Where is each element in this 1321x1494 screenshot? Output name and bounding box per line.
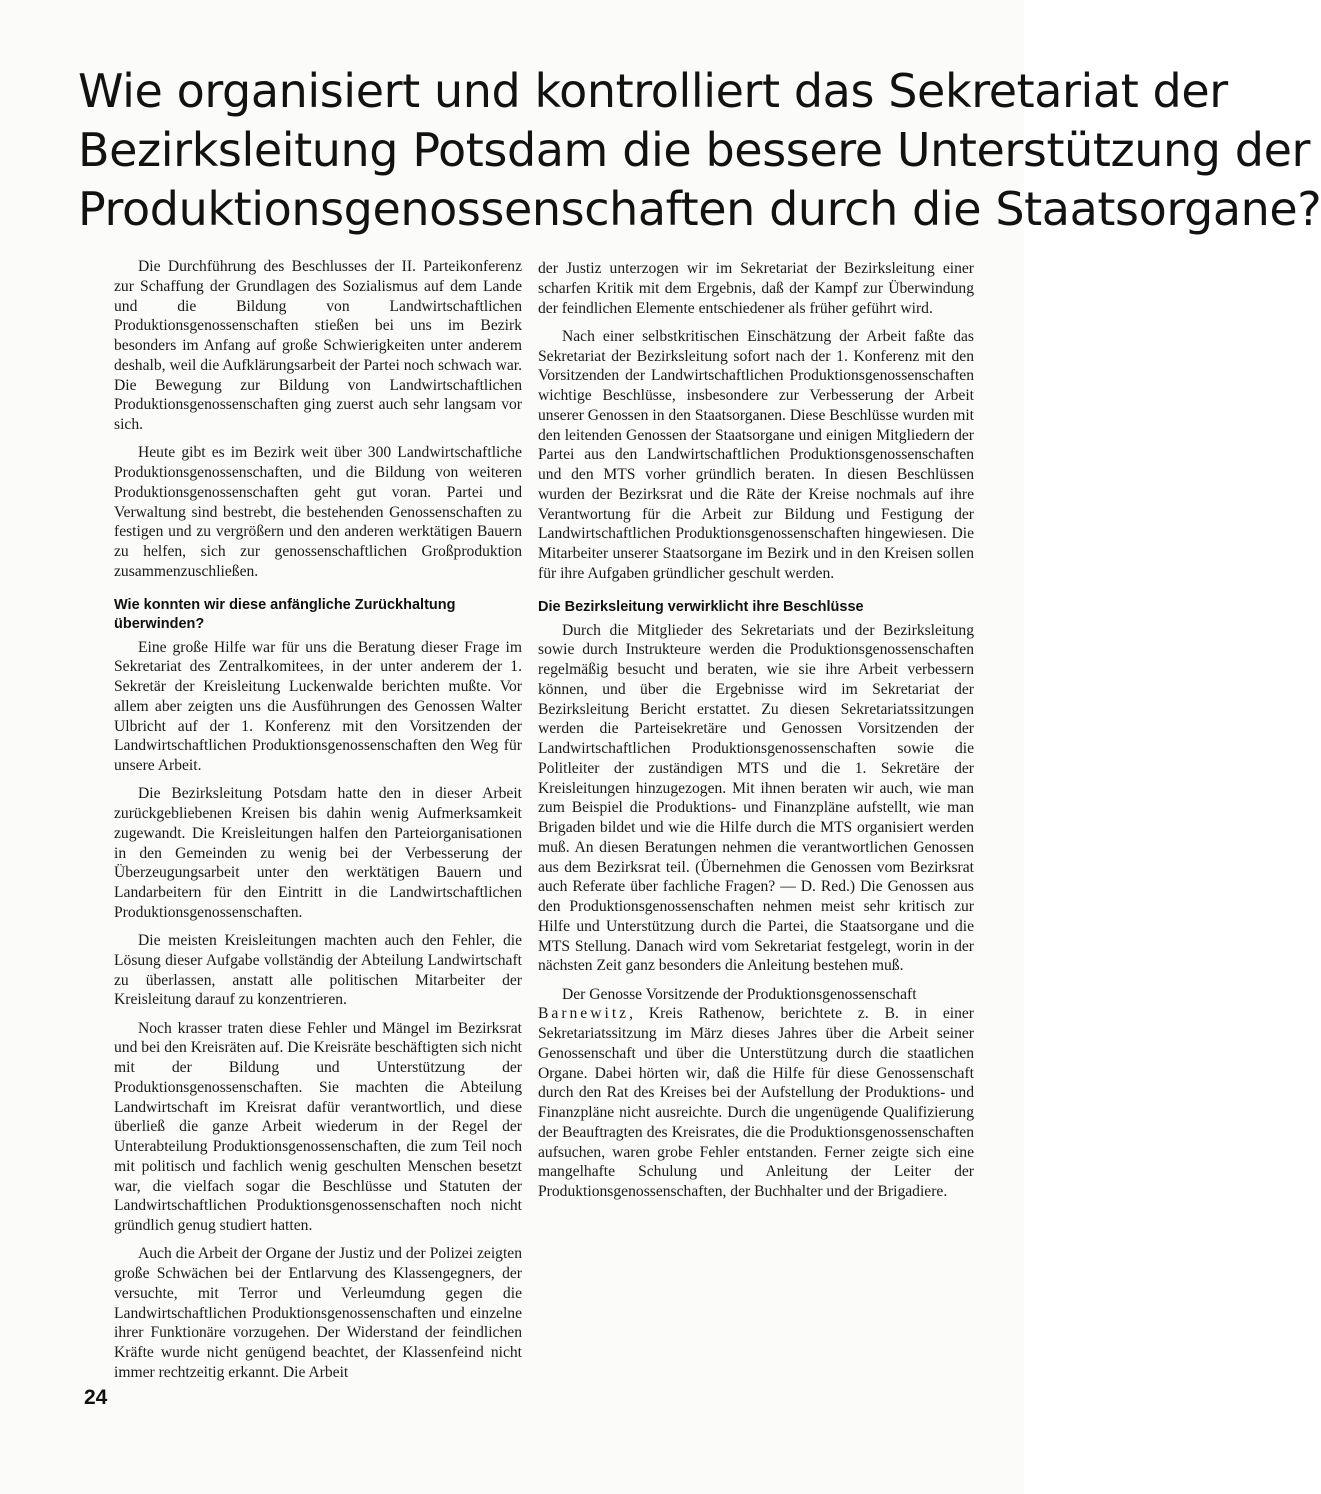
paragraph-rest: , Kreis Rathenow, berichtete z. B. in einer Sekretariatssitzung im März dieses Jahres über die Arbeit seiner Genossenschaft und über die Unterstützung durch die staatlichen Organe. Dabei hörten wir, daß die Hilfe für diese Genossenschaft durch den Rat des Kreises bei der Aufstellung der Produktions- und Finanzpläne nicht ausreichte. Durch die ungenügende Qualifizierung der Beauftragten des Kreisrates, die die Produktionsgenossenschaften aufsuchen, waren grobe Fehler entstanden. Ferner zeigte sich eine mangelhafte Schulung und Anleitung der Leiter der Produktionsgenossenschaften, der Buchhalter und der Brigadiere.: [538, 1005, 974, 1200]
page-number: 24: [84, 1386, 108, 1409]
section-heading: Wie konnten wir diese anfängliche Zurückhaltung überwinden?: [114, 596, 456, 632]
paragraph: Heute gibt es im Bezirk weit über 300 Landwirtschaftliche Produktionsgenossenschaften, und die Bildung von weiteren Produktionsgenossenschaften geht gut voran. Partei und Verwaltung sind bestrebt, die bestehenden Genossenschaften zu festigen und zu vergrößern und den anderen werktätigen Bauern zu helfen, sich zur genossenschaftlichen Großproduktion zusammenzuschließen.: [114, 444, 522, 580]
headline-line-2: Bezirksleitung Potsdam die bessere Unterstützung der: [78, 123, 1311, 177]
paragraph: Noch krasser traten diese Fehler und Mängel im Bezirksrat und bei den Kreisräten auf. Die Kreisräte beschäftigten sich nicht mit der Bildung und Unterstützung der Produktionsgenossenschaften. Sie machten die Abteilung Landwirtschaft im Kreisrat dafür verantwortlich, und diese überließ die ganze Arbeit wiederum in der Regel der Unterabteilung Produktionsgenossenschaften, die zum Teil noch mit politisch und fachlich wenig geschulten Menschen besetzt war, die vielfach sogar die Beschlüsse und Statuten der Landwirtschaftlichen Produktionsgenossenschaften noch nicht gründlich genug studiert hatten.: [114, 1019, 522, 1234]
paragraph: Auch die Arbeit der Organe der Justiz und der Polizei zeigten große Schwächen bei der Entlarvung des Klassengegners, der versuchte, mit Terror und Verleumdung gegen die Landwirtschaftlichen Produktionsgenossenschaften und einzelne ihrer Funktionäre vorzugehen. Der Widerstand der feindlichen Kräfte wurde nicht genügend beachtet, der Klassenfeind nicht immer rechtzeitig erkannt. Die Arbeit: [114, 1245, 522, 1381]
paragraph-start: Der Genosse Vorsitzende der Produktionsgenossenschaft: [562, 985, 917, 1003]
paragraph: Eine große Hilfe war für uns die Beratung dieser Frage im Sekretariat des Zentralkomitees, in der unter anderem der 1. Sekretär der Kreisleitung Luckenwalde berichten mußte. Vor allem aber zeigten uns die Ausführungen des Genossen Walter Ulbricht auf der 1. Konferenz mit den Vorsitzenden der Landwirtschaftlichen Produktionsgenossenschaften den Weg für unsere Arbeit.: [114, 638, 522, 774]
article-headline: [78, 62, 1321, 239]
paragraph: Die Bezirksleitung Potsdam hatte den in dieser Arbeit zurückgebliebenen Kreisen bis dahin wenig Aufmerksamkeit zugewandt. Die Kreisleitungen halfen den Parteiorganisationen in den Gemeinden zu wenig bei der Verbesserung der Überzeugungsarbeit unter den werktätigen Bauern und Landarbeitern für den Eintritt in die Landwirtschaftlichen Produktionsgenossenschaften.: [114, 785, 522, 921]
headline-line-3: Produktionsgenossenschaften durch die Staatsorgane?: [78, 182, 1321, 236]
paragraph: Die Durchführung des Beschlusses der II. Parteikonferenz zur Schaffung der Grundlagen des Sozialismus auf dem Lande und die Bildung von Landwirtschaftlichen Produktionsgenossenschaften stießen bei uns im Bezirk besonders im Anfang auf große Schwierigkeiten unter anderem deshalb, weil die Aufklärungsarbeit der Partei noch schwach war. Die Bewegung zur Bildung von Landwirtschaftlichen Produktionsgenossenschaften ging zuerst auch sehr langsam vor sich.: [114, 258, 522, 433]
paragraph: Die meisten Kreisleitungen machten auch den Fehler, die Lösung dieser Aufgabe vollständig der Abteilung Landwirtschaft zu überlassen, anstatt alle politischen Mitarbeiter der Kreisleitung darauf zu konzentrieren.: [114, 932, 522, 1009]
right-column: [538, 259, 974, 1210]
paragraph: Nach einer selbstkritischen Einschätzung der Arbeit faßte das Sekretariat der Bezirksleitung sofort nach der 1. Konferenz mit den Vorsitzenden der Landwirtschaftlichen Produktionsgenossenschaften wichtige Beschlüsse, insbesondere zur Verbesserung der Arbeit unserer Genossen in den Staatsorganen. Diese Beschlüsse wurden mit den leitenden Genossen der Staatsorgane und einigen Mitgliedern der Partei aus den Landwirtschaftlichen Produktionsgenossenschaften und den MTS vorher gründlich beraten. In diesen Beschlüssen wurden der Bezirksrat und die Räte der Kreise nochmals auf ihre Verantwortung für die Arbeit zur Bildung und Festigung der Landwirtschaftlichen Produktionsgenossenschaften hingewiesen. Die Mitarbeiter unserer Staatsorgane im Bezirk und in den Kreisen sollen für ihre Aufgaben gründlicher geschult werden.: [538, 327, 974, 582]
section-heading: Die Bezirksleitung verwirklicht ihre Beschlüsse: [538, 598, 864, 615]
left-column: [114, 257, 522, 1391]
headline-line-1: Wie organisiert und kontrolliert das Sekretariat der: [78, 64, 1228, 118]
paragraph: [538, 985, 974, 1202]
paragraph-continued: der Justiz unterzogen wir im Sekretariat der Bezirksleitung einer scharfen Kritik mit dem Ergebnis, daß der Kampf zur Überwindung der feindlichen Elemente entschiedener als früher geführt wird.: [538, 260, 974, 317]
paragraph: Durch die Mitglieder des Sekretariats und der Bezirksleitung sowie durch Instrukteure werden die Produktionsgenossenschaften regelmäßig besucht und beraten, wie sie ihre Arbeit verbessern können, und über die Ergebnisse wird im Sekretariat der Bezirksleitung Bericht erstattet. Zu diesen Sekretariatssitzungen werden die Parteisekretäre und Genossen Vorsitzenden der Landwirtschaftlichen Produktionsgenossenschaften sowie die Politleiter der zuständigen MTS und die 1. Sekretäre der Kreisleitungen hinzugezogen. Mit ihnen beraten wir auch, wie man zum Beispiel die Produktions- und Finanzpläne aufstellt, wie man Brigaden bildet und wie die Hilfe durch die MTS organisiert werden muß. An diesen Beratungen nehmen die verantwortlichen Genossen aus dem Bezirksrat teil. (Übernehmen die Genossen vom Bezirksrat auch Referate über fachliche Fragen? — D. Red.) Die Genossen aus den Produktionsgenossenschaften nehmen meist sehr kritisch zur Hilfe und Unterstützung durch die Partei, die Staatsorgane und die MTS Stellung. Danach wird vom Sekretariat festgelegt, worin in der nächsten Zeit ganz besonders die Anleitung bestehen muß.: [538, 621, 974, 975]
place-name: Barnewitz: [538, 1005, 630, 1023]
